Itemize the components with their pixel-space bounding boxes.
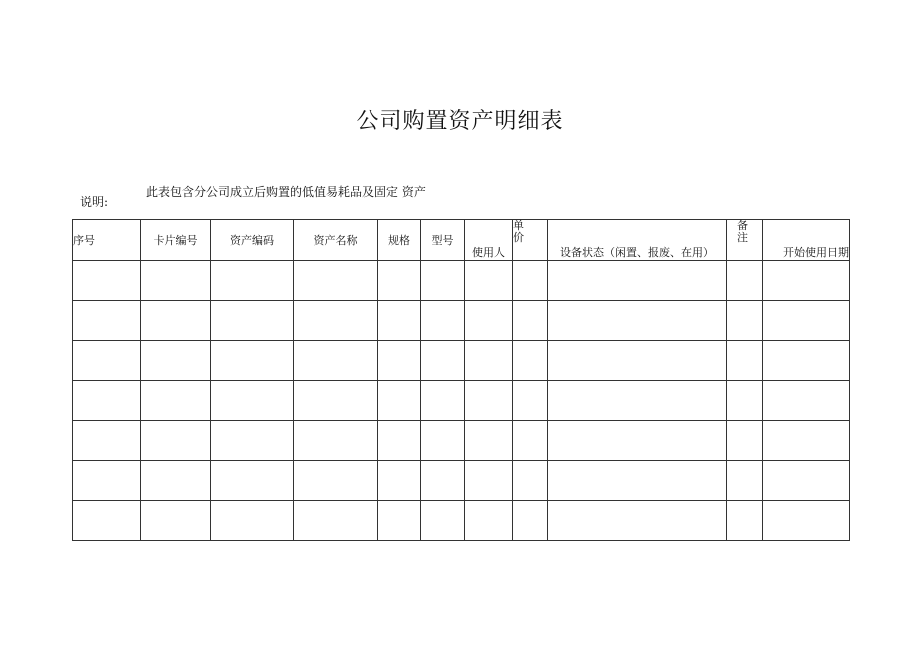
table-cell[interactable] xyxy=(421,261,465,301)
table-row xyxy=(73,381,850,421)
table-cell[interactable] xyxy=(465,501,513,541)
table-cell[interactable] xyxy=(211,381,294,421)
table-cell[interactable] xyxy=(141,461,211,501)
table-cell[interactable] xyxy=(211,341,294,381)
table-row xyxy=(73,501,850,541)
table-cell[interactable] xyxy=(727,341,763,381)
header-remark-char-2: 注 xyxy=(737,231,748,244)
table-cell[interactable] xyxy=(763,341,850,381)
table-cell[interactable] xyxy=(513,381,548,421)
table-cell[interactable] xyxy=(548,301,727,341)
table-cell[interactable] xyxy=(465,421,513,461)
table-cell[interactable] xyxy=(294,461,378,501)
table-cell[interactable] xyxy=(294,341,378,381)
note-text: 此表包含分公司成立后购置的低值易耗品及固定 资产 xyxy=(146,185,426,199)
table-cell[interactable] xyxy=(465,341,513,381)
header-spec: 规格 xyxy=(378,220,421,261)
table-cell[interactable] xyxy=(421,381,465,421)
table-cell[interactable] xyxy=(211,461,294,501)
table-cell[interactable] xyxy=(727,461,763,501)
table-cell[interactable] xyxy=(727,261,763,301)
asset-table xyxy=(72,219,850,541)
table-cell[interactable] xyxy=(294,261,378,301)
header-unit-price xyxy=(513,220,548,261)
header-start-date: 开始使用日期 xyxy=(763,220,850,261)
table-cell[interactable] xyxy=(141,261,211,301)
table-cell[interactable] xyxy=(294,501,378,541)
table-cell[interactable] xyxy=(513,501,548,541)
table-cell[interactable] xyxy=(141,421,211,461)
table-cell[interactable] xyxy=(294,421,378,461)
table-cell[interactable] xyxy=(294,381,378,421)
table-cell[interactable] xyxy=(211,261,294,301)
table-cell[interactable] xyxy=(378,381,421,421)
table-cell[interactable] xyxy=(378,461,421,501)
table-cell[interactable] xyxy=(211,301,294,341)
table-row xyxy=(73,461,850,501)
table-cell[interactable] xyxy=(378,341,421,381)
table-cell[interactable] xyxy=(548,341,727,381)
header-seq: 序号 xyxy=(73,220,141,261)
table-cell[interactable] xyxy=(727,421,763,461)
table-cell[interactable] xyxy=(73,261,141,301)
table-cell[interactable] xyxy=(513,341,548,381)
table-cell[interactable] xyxy=(421,461,465,501)
table-cell[interactable] xyxy=(548,381,727,421)
table-cell[interactable] xyxy=(513,301,548,341)
table-cell[interactable] xyxy=(421,301,465,341)
table-cell[interactable] xyxy=(513,261,548,301)
table-cell[interactable] xyxy=(73,381,141,421)
table-body xyxy=(73,261,850,541)
table-cell[interactable] xyxy=(727,301,763,341)
table-cell[interactable] xyxy=(513,461,548,501)
table-cell[interactable] xyxy=(73,341,141,381)
table-cell[interactable] xyxy=(763,301,850,341)
table-header-row xyxy=(73,220,850,261)
table-cell[interactable] xyxy=(141,341,211,381)
table-row xyxy=(73,421,850,461)
table-cell[interactable] xyxy=(763,381,850,421)
header-asset-code: 资产编码 xyxy=(211,220,294,261)
table-cell[interactable] xyxy=(548,261,727,301)
table-cell[interactable] xyxy=(763,421,850,461)
header-remark xyxy=(727,220,763,261)
table-cell[interactable] xyxy=(763,261,850,301)
table-cell[interactable] xyxy=(141,301,211,341)
table-cell[interactable] xyxy=(141,501,211,541)
table-cell[interactable] xyxy=(378,261,421,301)
table-cell[interactable] xyxy=(465,301,513,341)
table-cell[interactable] xyxy=(421,501,465,541)
table-cell[interactable] xyxy=(294,301,378,341)
header-user: 使用人 xyxy=(465,220,513,261)
header-card-no: 卡片编号 xyxy=(141,220,211,261)
table-cell[interactable] xyxy=(73,301,141,341)
table-cell[interactable] xyxy=(465,261,513,301)
table-row xyxy=(73,301,850,341)
table-row xyxy=(73,261,850,301)
table-cell[interactable] xyxy=(763,501,850,541)
table-cell[interactable] xyxy=(465,461,513,501)
page-title: 公司购置资产明细表 xyxy=(356,109,564,134)
table-cell[interactable] xyxy=(763,461,850,501)
header-unit-price-char-1: 单 xyxy=(513,219,524,232)
table-cell[interactable] xyxy=(378,501,421,541)
table-cell[interactable] xyxy=(727,381,763,421)
table-cell[interactable] xyxy=(73,501,141,541)
table-cell[interactable] xyxy=(141,381,211,421)
table-cell[interactable] xyxy=(548,421,727,461)
header-remark-char-1: 备 xyxy=(737,219,748,232)
table-cell[interactable] xyxy=(465,381,513,421)
header-unit-price-char-2: 价 xyxy=(513,231,524,244)
table-cell[interactable] xyxy=(421,341,465,381)
header-asset-name: 资产名称 xyxy=(294,220,378,261)
note-label: 说明: xyxy=(80,195,109,209)
table-cell[interactable] xyxy=(73,421,141,461)
table-cell[interactable] xyxy=(727,501,763,541)
table-cell[interactable] xyxy=(378,421,421,461)
table-row xyxy=(73,341,850,381)
table-cell[interactable] xyxy=(513,421,548,461)
table-cell[interactable] xyxy=(73,461,141,501)
table-cell[interactable] xyxy=(211,421,294,461)
header-status: 设备状态（闲置、报废、在用） xyxy=(548,220,727,261)
table-cell[interactable] xyxy=(548,501,727,541)
header-model: 型号 xyxy=(421,220,465,261)
table-cell[interactable] xyxy=(548,461,727,501)
table-cell[interactable] xyxy=(378,301,421,341)
table-cell[interactable] xyxy=(421,421,465,461)
table-cell[interactable] xyxy=(211,501,294,541)
